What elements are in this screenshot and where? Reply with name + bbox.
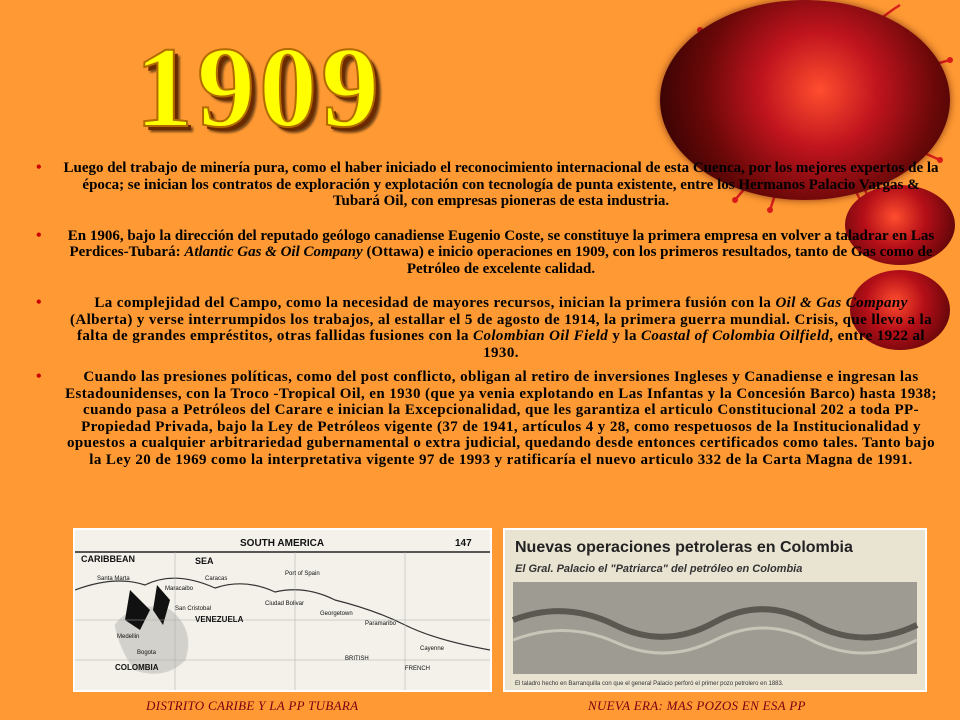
clipping-photo-caption: El taladro hecho en Barranquilla con que el general Palacio perforó el primer pozo petrolero en 1883.: [515, 681, 784, 687]
company-name: Coastal of Colombia Oilfield: [641, 328, 830, 344]
bullet-item: [30, 160, 940, 210]
map-label: VENEZUELA: [195, 615, 244, 624]
bullet-text: (Alberta) y verse interrumpidos los trabajos, al estallar el 5 de agosto de 1914, la primera guerra mundial. Crisis, que llevo a la falta de grandes empréstitos, otras fallidas fusiones con la: [69, 311, 933, 344]
clipping-drawing: [505, 530, 925, 690]
bullet-text: (Ottawa) e inicio operaciones en 1909, con los primeros resultados, tanto de Gas como de Petróleo de excelente calidad.: [362, 244, 933, 277]
slide-body: [30, 160, 940, 482]
bullet-item: [30, 369, 940, 468]
map-label: Caracas: [205, 576, 228, 582]
clipping-subhead: El Gral. Palacio el "Patriarca" del petróleo en Colombia: [515, 563, 803, 575]
map-label: SEA: [195, 556, 214, 566]
bullet-text: Cuando las presiones políticas, como del post conflicto, obligan al retiro de inversiones Ingleses y Canadiense e ingresan las Estadounidenses, con la Troco -Tropical Oil, en 1930 (que ya venia explotando en Las Infantas y la Concesión Barco) hasta 1938; cuando pasa a Petróleos del Carare e inician la Excepcionalidad, que les garantiza el articulo Constitucional 202 a toda PP-Propiedad Privada, bajo la Ley de Petróleos vigente (37 de 1941, artículos 4 y 28, como respetuosos de la Institucionalidad y opuestos a cualquier arbitrariedad gubernamental o extra judicial, quedando desde entonces certificados como tales. Tanto bajo la Ley 20 de 1969 como la interpretativa vigente 97 de 1993 y ratificaría el nuevo articulo 332 de la Carta Magna de 1991.: [65, 369, 937, 468]
map-label: FRENCH: [405, 666, 430, 672]
map-label: BRITISH: [345, 656, 369, 662]
bullet-text: Luego del trabajo de minería pura, como el haber iniciado el reconocimiento internacional de esta Cuenca, por los mejores expertos de la época; se inician los contratos de exploración y explotación con tecnología de punta existente, entre los Hermanos Palacio Vargas & Tubará Oil, con empresas pioneras de esta industria.: [63, 160, 939, 209]
map-label: Georgetown: [320, 611, 353, 617]
slide-title: 1909: [135, 24, 383, 152]
map-label: COLOMBIA: [115, 663, 159, 672]
bullet-item: [30, 228, 940, 278]
map-label: Port of Spain: [285, 571, 320, 577]
bullet-text: La complejidad del Campo, como la necesidad de mayores recursos, inician la primera fusión con la: [94, 295, 776, 311]
clipping-caption: NUEVA ERA: MAS POZOS EN ESA PP: [588, 698, 806, 713]
newspaper-clipping-image: [503, 528, 927, 692]
map-label: San Cristobal: [175, 606, 212, 612]
map-label: Santa Marta: [97, 576, 130, 582]
bullet-text: y la: [608, 328, 641, 344]
map-label: CARIBBEAN: [81, 554, 135, 564]
map-heading: SOUTH AMERICA: [240, 538, 325, 549]
map-label: Medellin: [117, 634, 140, 640]
map-label: Paramaribo: [365, 621, 397, 627]
map-caption: DISTRITO CARIBE Y LA PP TUBARA: [146, 698, 359, 713]
bullet-text: En 1906, bajo la dirección del reputado geólogo canadiense Eugenio Coste, se constituye la primera empresa en volver a taladrar en Las Perdices-Tubará:: [67, 227, 935, 260]
map-label: Cayenne: [420, 646, 445, 652]
map-page-number: 147: [455, 538, 472, 549]
bullet-item: [30, 295, 940, 361]
company-name: Colombian Oil Field: [473, 328, 609, 344]
map-label: Bogota: [137, 650, 157, 656]
bullet-list: [30, 160, 940, 468]
company-name: Atlantic Gas & Oil Company: [184, 244, 363, 260]
clipping-headline: Nuevas operaciones petroleras en Colombia: [515, 539, 853, 556]
bullet-text: , entre 1922 al 1930.: [483, 328, 926, 361]
company-name: Oil & Gas Company: [775, 295, 908, 311]
map-image: [73, 528, 492, 692]
map-drawing: [75, 530, 490, 690]
map-label: Ciudad Bolivar: [265, 601, 305, 607]
map-label: Maracaibo: [165, 586, 194, 592]
